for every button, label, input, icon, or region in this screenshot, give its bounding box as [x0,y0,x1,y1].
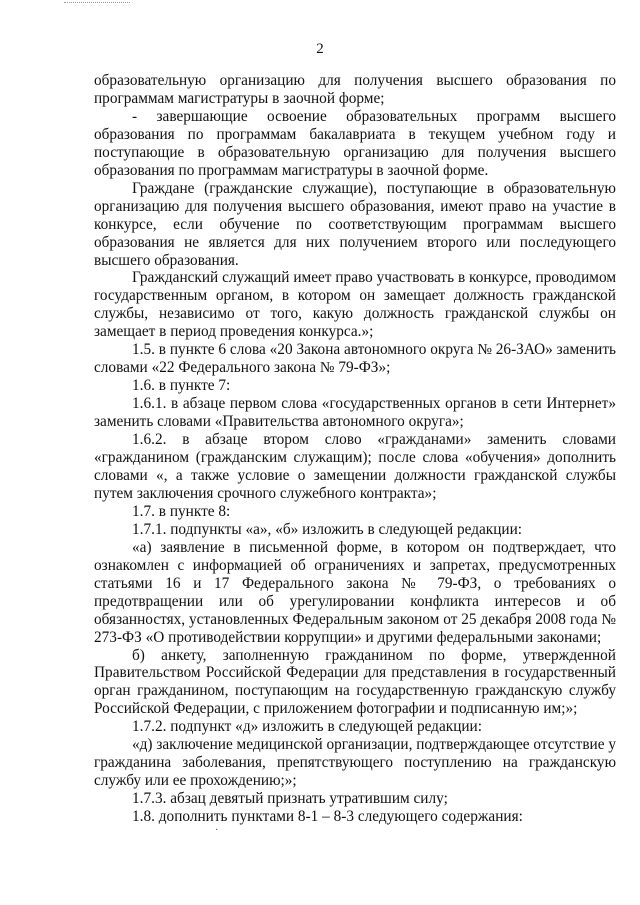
paragraph: «а) заявление в письменной форме, в котором он подтверждает, что ознакомлен с информацией об ограничениях и запретах, предусмотренных статьями 16 и 17 Федерального закона № 79-ФЗ, о требованиях о предотвращении или об урегулировании конфликта интересов и об обязанностях, установленных Федеральным законом от 25 декабря 2008 года № 273-ФЗ «О противодействии коррупции» и другими федеральными законами; [94,538,616,646]
paragraph: «д) заключение медицинской организации, подтверждающее отсутствие у гражданина заболевания, препятствующего поступлению на гражданскую службу или ее прохождению;»; [94,736,616,790]
paragraph: Гражданский служащий имеет право участвовать в конкурсе, проводимом государственным органом, в котором он замещает должность гражданской службы, независимо от того, какую должность гражданской службы он замещает в период проведения конкурса.»; [94,269,616,341]
top-rule [64,2,130,3]
paragraph: 1.7.1. подпункты «а», «б» изложить в следующей редакции: [132,520,523,538]
paragraph: 1.5. в пункте 6 слова «20 Закона автономного округа № 26-ЗАО» заменить словами «22 Федерального закона № 79-ФЗ»; [94,341,616,377]
paragraph: 1.6.2. в абзаце втором слово «гражданами» заменить словами «гражданином (гражданским служащим); после слова «обучения» дополнить словами «, а также условие о замещении должности гражданской службы путем заключения срочного служебного контракта»; [94,431,616,502]
scan-speck: · [215,825,219,836]
paragraph: 1.7.3. абзац девятый признать утратившим силу; [132,790,448,808]
paragraph: 1.8. дополнить пунктами 8-1 – 8-3 следующего содержания: [132,808,523,826]
paragraph: образовательную организацию для получения высшего образования по программам магистратуры в заочной форме; [94,72,616,107]
paragraph: Граждане (гражданские служащие), поступающие в образовательную организацию для получения высшего образования, имеют право на участие в конкурсе, если обучение по соответствующим программам высшего образования не является для них получением второго или последующего высшего образования. [94,179,616,269]
paragraph: - завершающие освоение образовательных программ высшего образования по программам бакалавриата в текущем учебном году и поступающие в образовательную организацию для получения высшего образования по программам магистратуры в заочной форме. [94,107,616,179]
paragraph: 1.6. в пункте 7: [132,377,231,395]
paragraph: 1.7.2. подпункт «д» изложить в следующей редакции: [132,718,482,736]
page-number: 2 [316,41,324,57]
paragraph: 1.6.1. в абзаце первом слова «государственных органов в сети Интернет» заменить словами «Правительства автономного округа»; [94,395,616,431]
paragraph: 1.7. в пункте 8: [132,502,231,520]
body-text [94,72,616,826]
paragraph: б) анкету, заполненную гражданином по форме, утвержденной Правительством Российской Федерации для представления в государственный орган гражданином, поступающим на государственную гражданскую службу Российской Федерации, с приложением фотографии и подписанную им;»; [94,646,616,718]
